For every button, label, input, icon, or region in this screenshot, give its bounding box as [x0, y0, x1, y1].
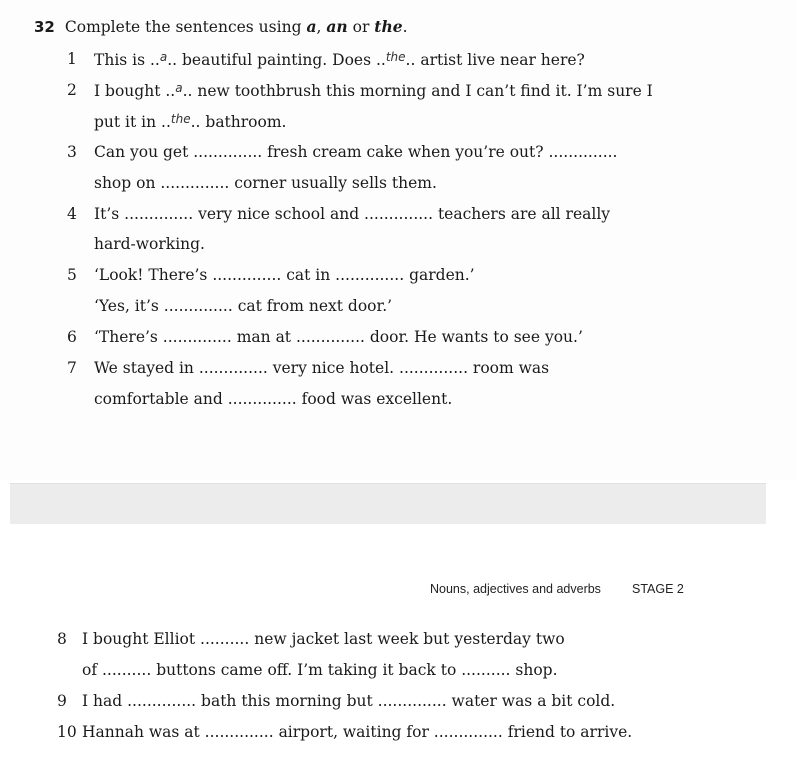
- item-9-line-1: I had .............. bath this morning but .............. water was a bit cold.: [82, 692, 616, 710]
- handwritten-answer: the: [385, 50, 406, 64]
- item-6-line-1: ‘There’s .............. man at .............. door. He wants to see you.’: [94, 328, 583, 346]
- item-3-line-2: shop on .............. corner usually sells them.: [94, 174, 437, 192]
- item-number: 4: [67, 205, 77, 223]
- running-head-section: Nouns, adjectives and adverbs: [430, 582, 601, 596]
- item-number: 6: [67, 328, 77, 346]
- item-number: 10: [57, 723, 77, 741]
- item-2-line-2: put it in ..$^{the}$.. bathroom.: [94, 112, 287, 131]
- option-an: an: [326, 17, 348, 36]
- item-number: 5: [67, 266, 77, 284]
- option-the: the: [374, 17, 403, 36]
- item-number: 8: [57, 630, 67, 648]
- item-number: 2: [67, 81, 77, 99]
- running-head-stage: STAGE 2: [632, 582, 684, 596]
- worksheet-page-bottom: [0, 524, 797, 768]
- exercise-heading: 32 Complete the sentences using a, an or the.: [34, 17, 408, 36]
- item-8-line-2: of .......... buttons came off. I’m taking it back to .......... shop.: [82, 661, 558, 679]
- item-4-line-1: It’s .............. very nice school and .............. teachers are all really: [94, 205, 611, 223]
- item-3-line-1: Can you get .............. fresh cream cake when you’re out? ..............: [94, 143, 618, 161]
- item-number: 3: [67, 143, 77, 161]
- item-7-line-2: comfortable and .............. food was excellent.: [94, 390, 453, 408]
- item-8-line-1: I bought Elliot .......... new jacket last week but yesterday two: [82, 630, 565, 648]
- handwritten-answer: a: [159, 50, 168, 64]
- item-number: 1: [67, 50, 77, 68]
- item-number: 9: [57, 692, 67, 710]
- instruction-text: Complete the sentences using: [64, 18, 302, 36]
- item-10-line-1: Hannah was at .............. airport, waiting for .............. friend to arrive.: [82, 723, 633, 741]
- item-5-line-1: ‘Look! There’s .............. cat in .............. garden.’: [94, 266, 475, 284]
- item-1-line-1: This is ..$^a$.. beautiful painting. Does ..$^{the}$.. artist live near here?: [94, 50, 585, 69]
- handwritten-answer: the: [170, 112, 191, 126]
- exercise-number: 32: [34, 18, 55, 36]
- item-2-line-1: I bought ..$^a$.. new toothbrush this morning and I can’t find it. I’m sure I: [94, 81, 653, 100]
- option-a: a: [306, 17, 317, 36]
- page-gap: [10, 483, 766, 525]
- item-5-line-2: ‘Yes, it’s .............. cat from next door.’: [94, 297, 393, 315]
- item-4-line-2: hard-working.: [94, 235, 205, 253]
- handwritten-answer: a: [175, 81, 183, 95]
- item-7-line-1: We stayed in .............. very nice hotel. .............. room was: [94, 359, 550, 377]
- item-number: 7: [67, 359, 77, 377]
